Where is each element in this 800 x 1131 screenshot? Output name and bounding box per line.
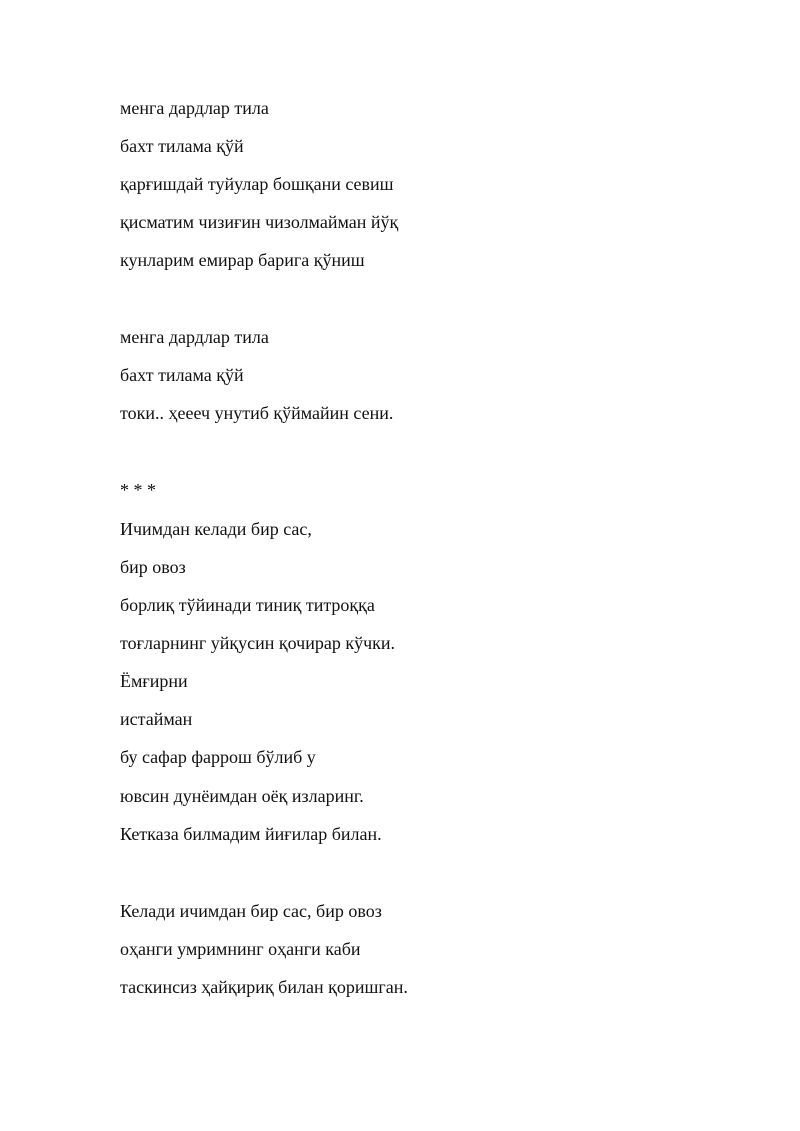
- poem-line: бахт тилама қўй: [120, 365, 244, 385]
- poem-line: Келади ичимдан бир сас, бир овоз: [120, 901, 382, 921]
- poem-line: менга дардлар тила: [120, 98, 269, 118]
- poem-line: Кетказа билмадим йиғилар билан.: [120, 824, 382, 844]
- poem-line: қарғишдай туйулар бошқани севиш: [120, 174, 394, 194]
- poem-line: бир овоз: [120, 557, 186, 577]
- poem-line: тоғларнинг уйқусин қочирар кўчки.: [120, 633, 396, 653]
- poem-line: кунларим емирар барига қўниш: [120, 250, 365, 270]
- poem-line: бу сафар фаррош бўлиб у: [120, 747, 316, 767]
- poem-line: бахт тилама қўй: [120, 136, 244, 156]
- poem-line: таскинсиз ҳайқириқ билан қоришган.: [120, 977, 408, 997]
- poem-line: оҳанги умримнинг оҳанги каби: [120, 939, 361, 959]
- poem-line: менга дардлар тила: [120, 327, 269, 347]
- poem-line: Ичимдан келади бир сас,: [120, 519, 312, 539]
- section-separator: * * *: [120, 480, 156, 500]
- poem-line: истайман: [120, 709, 193, 729]
- poem-line: Ёмғирни: [120, 671, 188, 691]
- poem-line: қисматим чизиғин чизолмайман йўқ: [120, 212, 399, 232]
- poem-line: ювсин дунёимдан оёқ изларинг.: [120, 786, 364, 806]
- poem-line: борлиқ тўйинади тиниқ титроққа: [120, 595, 375, 615]
- poem-line: токи.. ҳеееч унутиб қўймайин сени.: [120, 403, 394, 423]
